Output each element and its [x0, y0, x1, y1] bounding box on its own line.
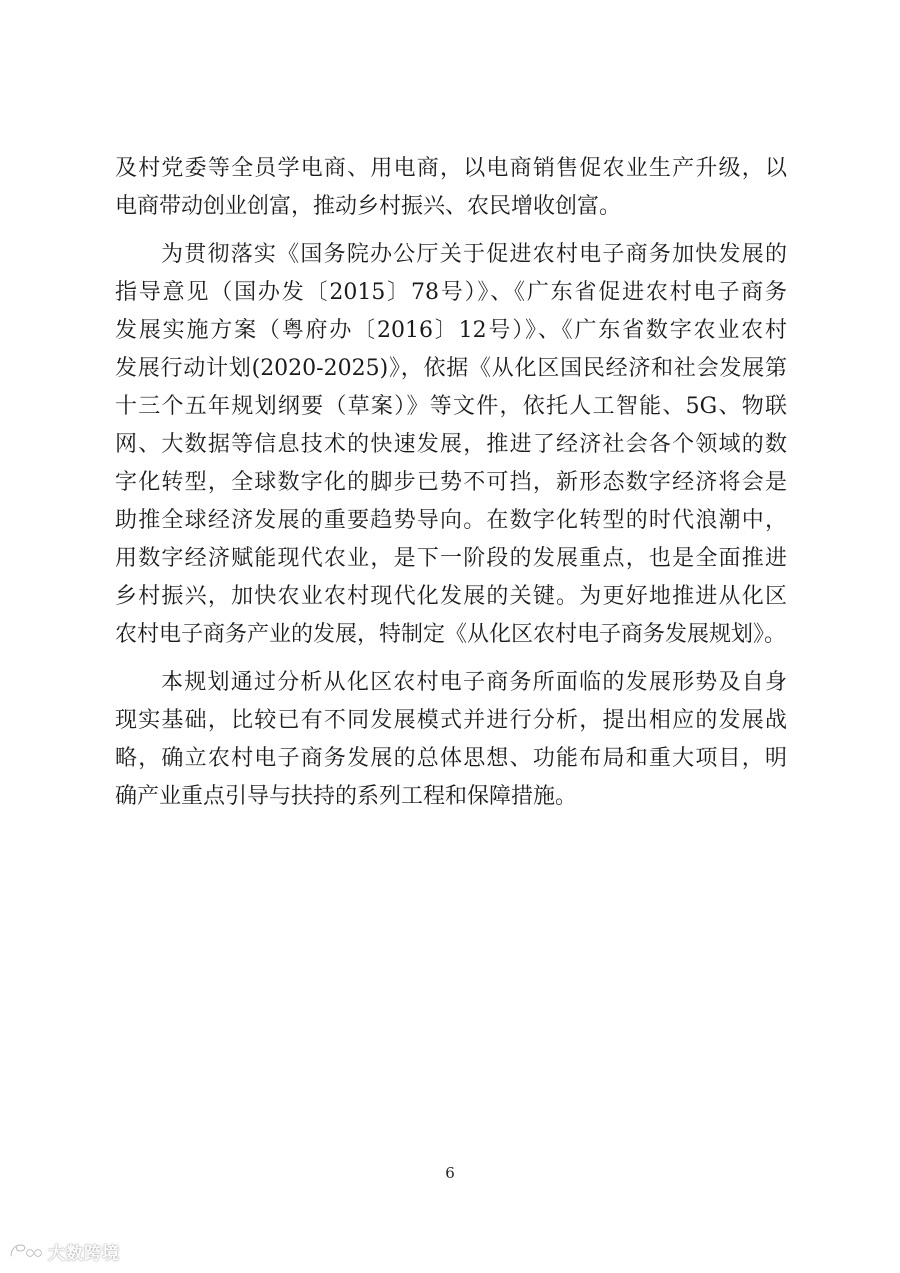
- document-body: [115, 150, 787, 826]
- text-line: 字化转型，全球数字化的脚步已势不可挡，新形态数字经济将会是: [115, 470, 787, 495]
- text-line: 用数字经济赋能现代农业，是下一阶段的发展重点，也是全面推进: [115, 546, 787, 571]
- text-line: 十三个五年规划纲要（草案）》等文件，依托人工智能、5G、物联: [115, 394, 787, 419]
- watermark-text: 大数跨境: [48, 1243, 120, 1264]
- text-line: 本规划通过分析从化区农村电子商务所面临的发展形势及自身: [161, 670, 787, 695]
- text-line: 略，确立农村电子商务发展的总体思想、功能布局和重大项目，明: [115, 746, 787, 771]
- page-number: 6: [445, 1164, 455, 1182]
- text-line: 助推全球经济发展的重要趋势导向。在数字化转型的时代浪潮中，: [115, 508, 787, 533]
- paragraph-3: [115, 664, 787, 816]
- paragraph-1: [115, 150, 787, 226]
- text-line: 及村党委等全员学电商、用电商，以电商销售促农业生产升级，以: [115, 156, 787, 181]
- brand-logo-icon: [8, 1240, 42, 1262]
- text-line: 网、大数据等信息技术的快速发展，推进了经济社会各个领域的数: [115, 432, 787, 457]
- text-line: 指导意见（国办发〔2015〕78号）》、《广东省促进农村电子商务: [115, 280, 787, 305]
- text-line: 电商带动创业创富，推动乡村振兴、农民增收创富。: [115, 194, 622, 219]
- text-line: 确产业重点引导与扶持的系列工程和保障措施。: [115, 784, 578, 809]
- text-line: 乡村振兴，加快农业农村现代化发展的关键。为更好地推进从化区: [115, 584, 787, 609]
- text-line: 为贯彻落实《国务院办公厅关于促进农村电子商务加快发展的: [161, 242, 787, 267]
- text-line: 现实基础，比较已有不同发展模式并进行分析，提出相应的发展战: [115, 708, 787, 733]
- text-line: 发展实施方案（粤府办〔2016〕12号）》、《广东省数字农业农村: [115, 318, 787, 343]
- paragraph-2: [115, 236, 787, 654]
- watermark: [8, 1236, 120, 1266]
- text-line: 农村电子商务产业的发展，特制定《从化区农村电子商务发展规划》。: [115, 622, 787, 647]
- text-line: 发展行动计划(2020-2025)》，依据《从化区国民经济和社会发展第: [115, 356, 787, 381]
